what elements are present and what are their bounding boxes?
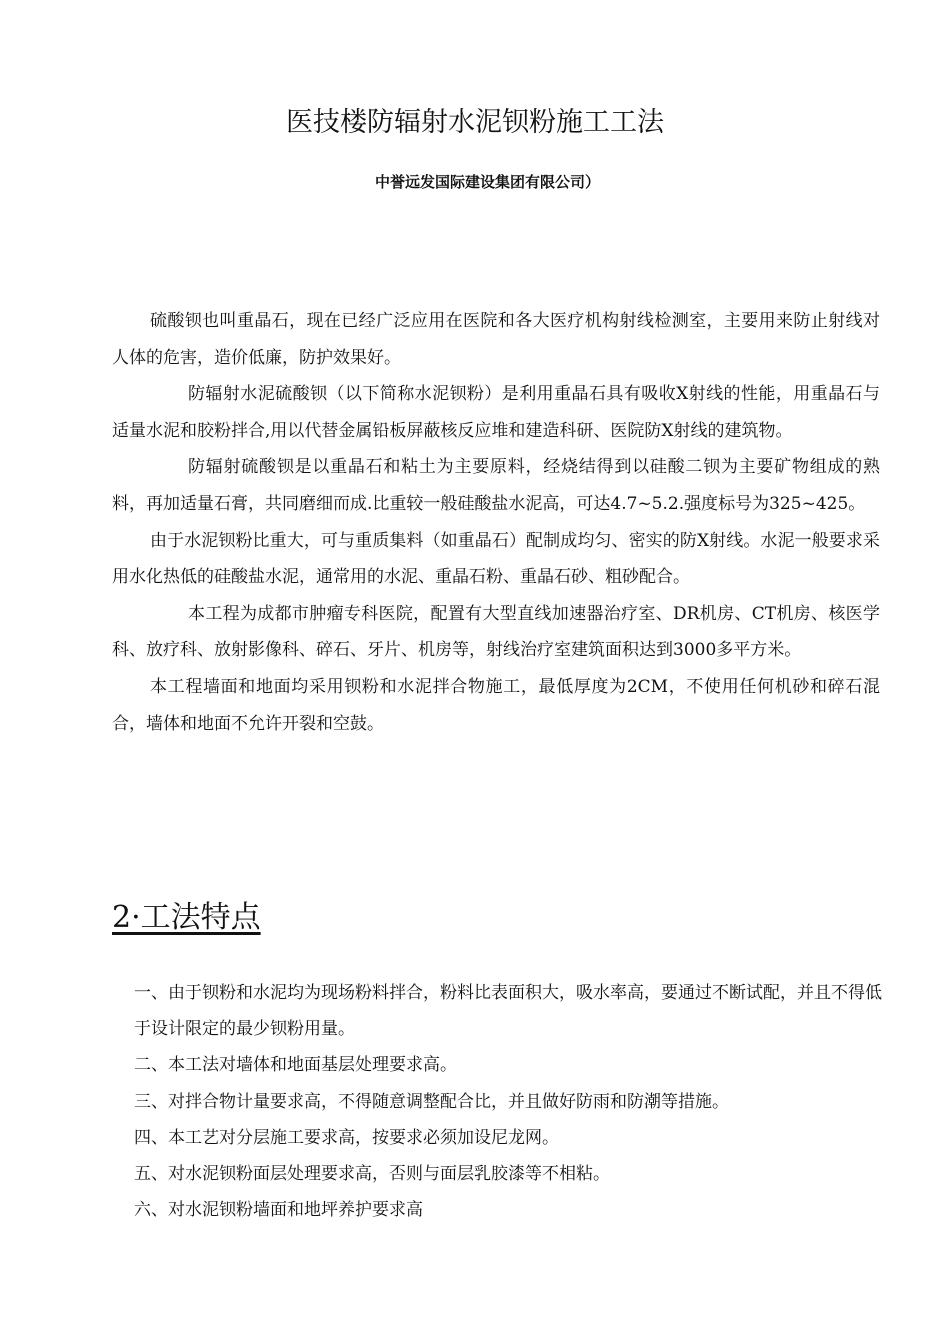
document-subtitle: 中誉远发国际建设集团有限公司） — [374, 173, 600, 191]
feature-item: 二、本工法对墙体和地面基层处理要求高。 — [134, 1055, 457, 1076]
feature-item: 一、由于钡粉和水泥均为现场粉料拌合，粉料比表面积大，吸水率高，要通过不断试配，并且不得低于设计限定的最少钡粉用量。 — [134, 983, 882, 1040]
feature-item: 三、对拌合物计量要求高，不得随意调整配合比，并且做好防雨和防潮等措施。 — [134, 1091, 729, 1112]
intro-paragraph: 硫酸钡也叫重晶石，现在已经广泛应用在医院和各大医疗机构射线检测室，主要用来防止射线对人体的危害，造价低廉，防护效果好。 — [112, 311, 880, 368]
intro-paragraph: 防辐射硫酸钡是以重晶石和粘土为主要原料，经烧结得到以硅酸二钡为主要矿物组成的熟料，再加适量石膏，共同磨细而成.比重较一般硅酸盐水泥高，可达4.7~5.2.强度标号为325~425。 — [112, 457, 880, 514]
intro-section — [112, 303, 880, 742]
intro-paragraph: 本工程为成都市肿瘤专科医院，配置有大型直线加速器治疗室、DR机房、CT机房、核医学科、放疗科、放射影像科、碎石、牙片、机房等，射线治疗室建筑面积达到3000多平方米。 — [112, 603, 880, 661]
features-list — [134, 975, 884, 1228]
section-heading: 2·工法特点 — [112, 900, 261, 935]
intro-paragraph: 本工程墙面和地面均采用钡粉和水泥拌合物施工，最低厚度为2CM，不使用任何机砂和碎石混合，墙体和地面不允许开裂和空鼓。 — [112, 676, 880, 734]
document-title: 医技楼防辐射水泥钡粉施工工法 — [286, 107, 664, 138]
feature-item: 四、本工艺对分层施工要求高，按要求必须加设尼龙网。 — [134, 1127, 559, 1148]
feature-item: 六、对水泥钡粉墙面和地坪养护要求高 — [134, 1200, 423, 1221]
feature-item: 五、对水泥钡粉面层处理要求高，否则与面层乳胶漆等不相粘。 — [134, 1164, 610, 1185]
intro-paragraph: 由于水泥钡粉比重大，可与重质集料（如重晶石）配制成均匀、密实的防X射线。水泥一般要求采用水化热低的硅酸盐水泥，通常用的水泥、重晶石粉、重晶石砂、粗砂配合。 — [112, 530, 880, 588]
intro-paragraph: 防辐射水泥硫酸钡（以下简称水泥钡粉）是利用重晶石具有吸收X射线的性能，用重晶石与适量水泥和胶粉拌合,用以代替金属铅板屏蔽核反应堆和建造科研、医院防X射线的建筑物。 — [112, 384, 880, 441]
